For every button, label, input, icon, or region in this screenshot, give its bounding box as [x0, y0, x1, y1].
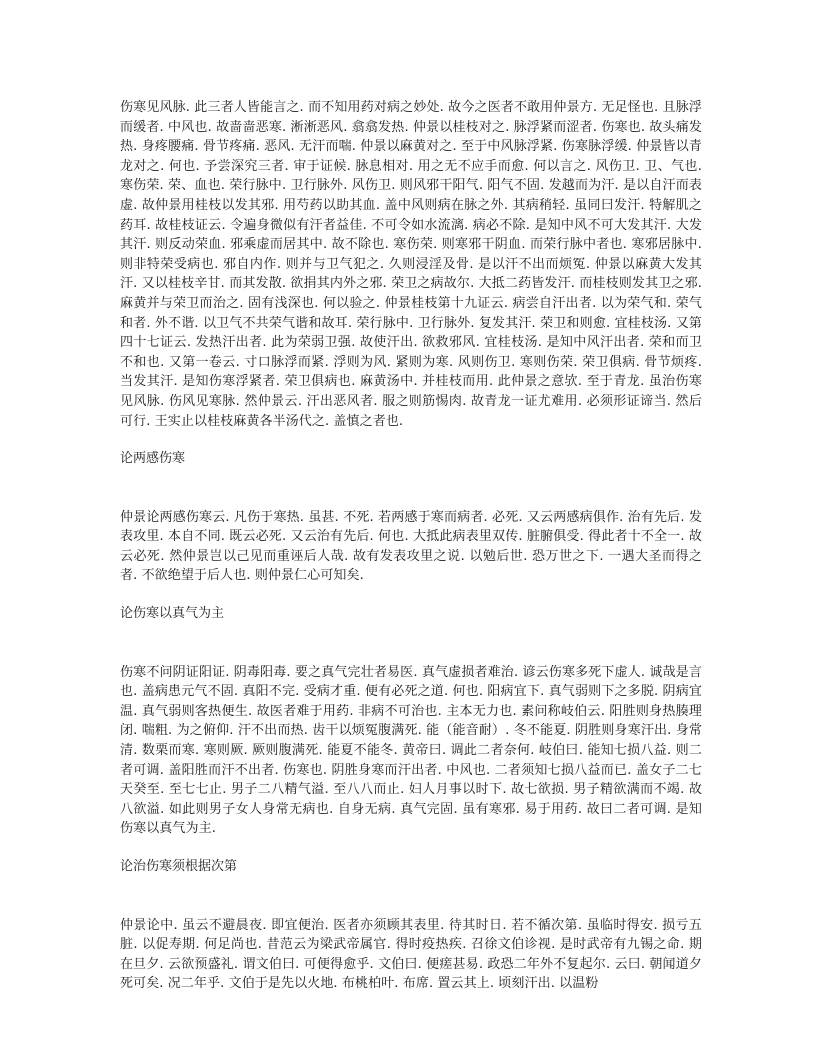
spacer — [120, 624, 702, 663]
spacer — [120, 839, 702, 857]
body-paragraph: 伤寒不问阴证阳证. 阴毒阳毒. 要之真气完壮者易医. 真气虚损者难治. 谚云伤寒多死下虚人. 诚哉是言也. 盖病患元气不固. 真阳不完. 受病才重. 便有必死之道. 何也. 阳病宜下. 真气弱则下之多脱. 阴病宜温. 真气弱则客热便生. 故医者难于用药. 非病不可治也. 主本无力也. 素问称岐伯云. 阳胜则身热腠理闭. 喘粗. 为之俯仰. 汗不出而热. 齿干以烦冤腹满死. 能（能音耐）. 冬不能夏. 阴胜则身寒汗出. 身常清. 数栗而寒. 寒则厥. 厥则腹满死. 能夏不能冬. 黄帝曰. 调此二者奈何. 岐伯曰. 能知七损八益. 则二者可调. 盖阳胜而汗不出者. 伤寒也. 阴胜身寒而汗出者. 中风也. 二者须知七损八益而已. 盖女子二七天癸至. 至七七止. 男子二八精气溢. 至八八而止. 妇人月事以时下. 故七欲损. 男子精欲满而不竭. 故八欲溢. 如此则男子女人身常无病也. 自身无病. 真气完固. 虽有寒邪. 易于用药. 故曰二者可调. 是知伤寒以真气为主. — [120, 664, 702, 837]
spacer — [120, 877, 702, 916]
section-heading: 论治伤寒须根据次第 — [120, 859, 238, 874]
section-heading: 论伤寒以真气为主 — [120, 606, 225, 622]
spacer — [120, 586, 702, 604]
document-page — [120, 98, 702, 994]
body-paragraph: 仲景论中. 虽云不避晨夜. 即宜便治. 医者亦须顾其表里. 待其时日. 若不循次第. 虽临时得安. 损亏五脏. 以促寿期. 何足尚也. 昔范云为梁武帝属官. 得时疫热疾. 召徐文伯诊视. 是时武帝有九锡之命. 期在旦夕. 云欲预盛礼. 谓文伯曰. 可便得愈乎. 文伯曰. 便瘥甚易. 政恐二年外不复起尔. 云曰. 朝闻道夕死可矣. 况二年乎. 文伯于是先以火地. 布桃柏叶. 布席. 置云其上. 顷刻汗出. 以温粉 — [120, 917, 702, 992]
spacer — [120, 431, 702, 449]
section-heading: 论两感伤寒 — [120, 451, 186, 467]
body-paragraph: 仲景论两感伤寒云. 凡伤于寒热. 虽甚. 不死. 若两感于寒而病者. 必死. 又云两感病俱作. 治有先后. 发表攻里. 本自不同. 既云必死. 又云治有先后. 何也. 大抵此病表里双传. 脏腑俱受. 得此者十不全一. 故云必死. 然仲景岂以己见而重诬后人哉. 故有发表攻里之说. 以勉后世. 恐万世之下. 一遇大圣而得之者. 不欲绝望于后人也. 则仲景仁心可知矣. — [120, 509, 702, 584]
spacer — [120, 469, 702, 508]
body-paragraph: 伤寒见风脉. 此三者人皆能言之. 而不知用药对病之妙处. 故今之医者不敢用仲景方. 无足怪也. 且脉浮而缓者. 中风也. 故啬啬恶寒. 淅淅恶风. 翕翕发热. 仲景以桂枝对之. 脉浮紧而涩者. 伤寒也. 故头痛发热. 身疼腰痛. 骨节疼痛. 恶风. 无汗而喘. 仲景以麻黄对之. 至于中风脉浮紧. 伤寒脉浮缓. 仲景皆以青龙对之. 何也. 予尝深究三者. 审于证候. 脉息相对. 用之无不应手而愈. 何以言之. 风伤卫. 卫、气也. 寒伤荣. 荣、血也. 荣行脉中. 卫行脉外. 风伤卫. 则风邪干阳气. 阳气不固. 发越而为汗. 是以自汗而表虚. 故仲景用桂枝以发其邪. 用芍药以助其血. 盖中风则病在脉之外. 其病稍轻. 虽同曰发汗. 特解肌之药耳. 故桂枝证云. 令遍身微似有汗者益佳. 不可令如水流漓. 病必不除. 是知中风不可大发其汗. 大发其汗. 则反动荣血. 邪乘虚而居其中. 故不除也. 寒伤荣. 则寒邪干阴血. 而荣行脉中者也. 寒邪居脉中. 则非特荣受病也. 邪自内作. 则并与卫气犯之. 久则浸淫及骨. 是以汗不出而烦冤. 仲景以麻黄大发其汗. 又以桂枝辛甘. 而其发散. 欲捐其内外之邪. 荣卫之病故尔. 大抵二药皆发汗. 而桂枝则发其卫之邪. 麻黄并与荣卫而治之. 固有浅深也. 何以验之. 仲景桂枝第十九证云. 病尝自汗出者. 以为荣气和. 荣气和者. 外不谐. 以卫气不共荣气谐和故耳. 荣行脉中. 卫行脉外. 复发其汗. 荣卫和则愈. 宜桂枝汤. 又第四十七证云. 发热汗出者. 此为荣弱卫强. 故使汗出. 欲救邪风. 宜桂枝汤. 是知中风汗出者. 荣和而卫不和也. 又第一卷云. 寸口脉浮而紧. 浮则为风. 紧则为寒. 风则伤卫. 寒则伤荣. 荣卫俱病. 骨节烦疼. 当发其汗. 是知伤寒浮紧者. 荣卫俱病也. 麻黄汤中. 并桂枝而用. 此仲景之意欤. 至于青龙. 虽治伤寒见风脉. 伤风见寒脉. 然仲景云. 汗出恶风者. 服之则筋惕肉. 故青龙一证尤难用. 必须形证谛当. 然后可行. 王实止以桂枝麻黄各半汤代之. 盖慎之者也. — [120, 100, 702, 429]
